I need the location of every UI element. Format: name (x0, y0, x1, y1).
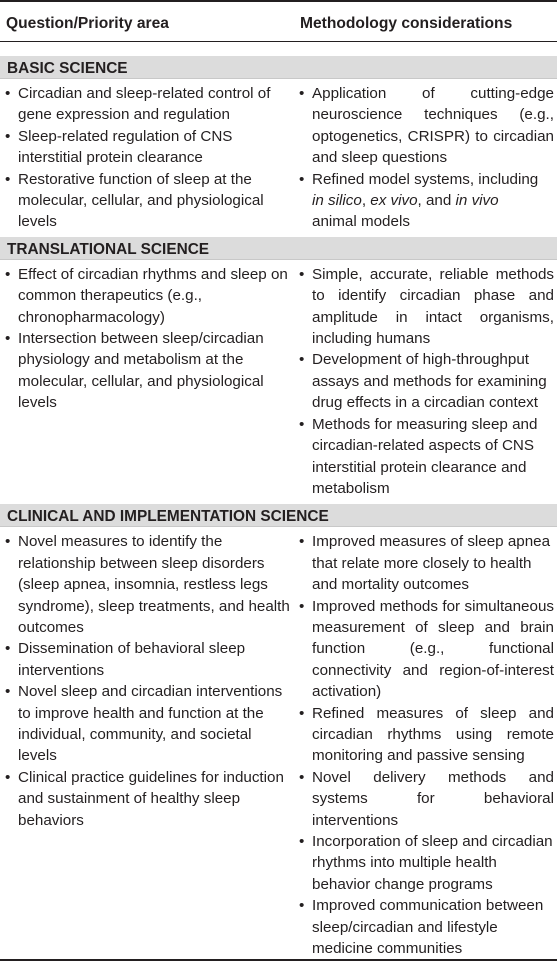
list-item: • Sleep-related regulation of CNS interstitial protein clearance (4, 126, 292, 169)
italic-term: in vivo (455, 192, 499, 210)
text: Refined model systems, including (312, 170, 539, 188)
clinical-science-methods (292, 531, 554, 959)
list-item: • Novel sleep and circadian interventions to improve health and function at the individual, community, and societal levels (4, 681, 292, 767)
list-item: • Development of high-throughput assays and methods for examining drug effects in a circadian context (298, 349, 554, 413)
italic-term: in silico (312, 192, 362, 210)
basic-science-methods (292, 83, 554, 233)
list-item: • Methods for measuring sleep and circadian-related aspects of CNS interstitial protein clearance and metabolism (298, 414, 554, 500)
list-item: • Improved communication between sleep/circadian and lifestyle medicine communities (298, 895, 554, 959)
basic-science-questions (0, 83, 292, 233)
list-item: • Refined measures of sleep and circadian rhythms using remote monitoring and passive sensing (298, 703, 554, 767)
list-item: • Intersection between sleep/circadian physiology and metabolism at the molecular, cellular, and physiological levels (4, 328, 292, 414)
list-item: • Application of cutting-edge neuroscience techniques (e.g., optogenetics, CRISPR) to circadian and sleep questions (298, 83, 554, 169)
list-item: • Improved methods for simultaneous measurement of sleep and brain function (e.g., functional connectivity and region-of-interest activation) (298, 596, 554, 703)
translational-science-methods (292, 264, 554, 499)
header-question-priority-area: Question/Priority area (6, 15, 169, 32)
section-body-translational-science (0, 260, 557, 499)
text: animal models (312, 213, 410, 231)
table-header (0, 0, 557, 42)
list-item: • Circadian and sleep-related control of gene expression and regulation (4, 83, 292, 126)
list-item: • Novel delivery methods and systems for behavioral interventions (298, 767, 554, 831)
list-item: • Simple, accurate, reliable methods to identify circadian phase and amplitude in intact organisms, including humans (298, 264, 554, 350)
text: , (361, 192, 371, 210)
translational-science-questions (0, 264, 292, 499)
list-item: • Novel measures to identify the relationship between sleep disorders (sleep apnea, insomnia, restless legs syndrome), sleep treatments, and health outcomes (4, 531, 292, 638)
section-body-clinical-implementation-science (0, 527, 557, 961)
section-body-basic-science (0, 79, 557, 233)
list-item: • Effect of circadian rhythms and sleep on common therapeutics (e.g., chronopharmacology) (4, 264, 292, 328)
italic-term: ex vivo (370, 192, 418, 210)
section-title-clinical-implementation-science: CLINICAL AND IMPLEMENTATION SCIENCE (0, 504, 557, 527)
list-item-model-systems (298, 169, 554, 233)
list-item: • Incorporation of sleep and circadian rhythms into multiple health behavior change programs (298, 831, 554, 895)
header-methodology-considerations: Methodology considerations (300, 15, 513, 32)
list-item: • Restorative function of sleep at the molecular, cellular, and physiological levels (4, 169, 292, 233)
clinical-science-questions (0, 531, 292, 959)
text: , and (417, 192, 456, 210)
section-title-basic-science: BASIC SCIENCE (0, 56, 557, 79)
section-title-translational-science: TRANSLATIONAL SCIENCE (0, 237, 557, 260)
list-item: • Improved measures of sleep apnea that relate more closely to health and mortality outcomes (298, 531, 554, 595)
list-item: • Dissemination of behavioral sleep interventions (4, 638, 292, 681)
list-item: • Clinical practice guidelines for induction and sustainment of healthy sleep behaviors (4, 767, 292, 831)
